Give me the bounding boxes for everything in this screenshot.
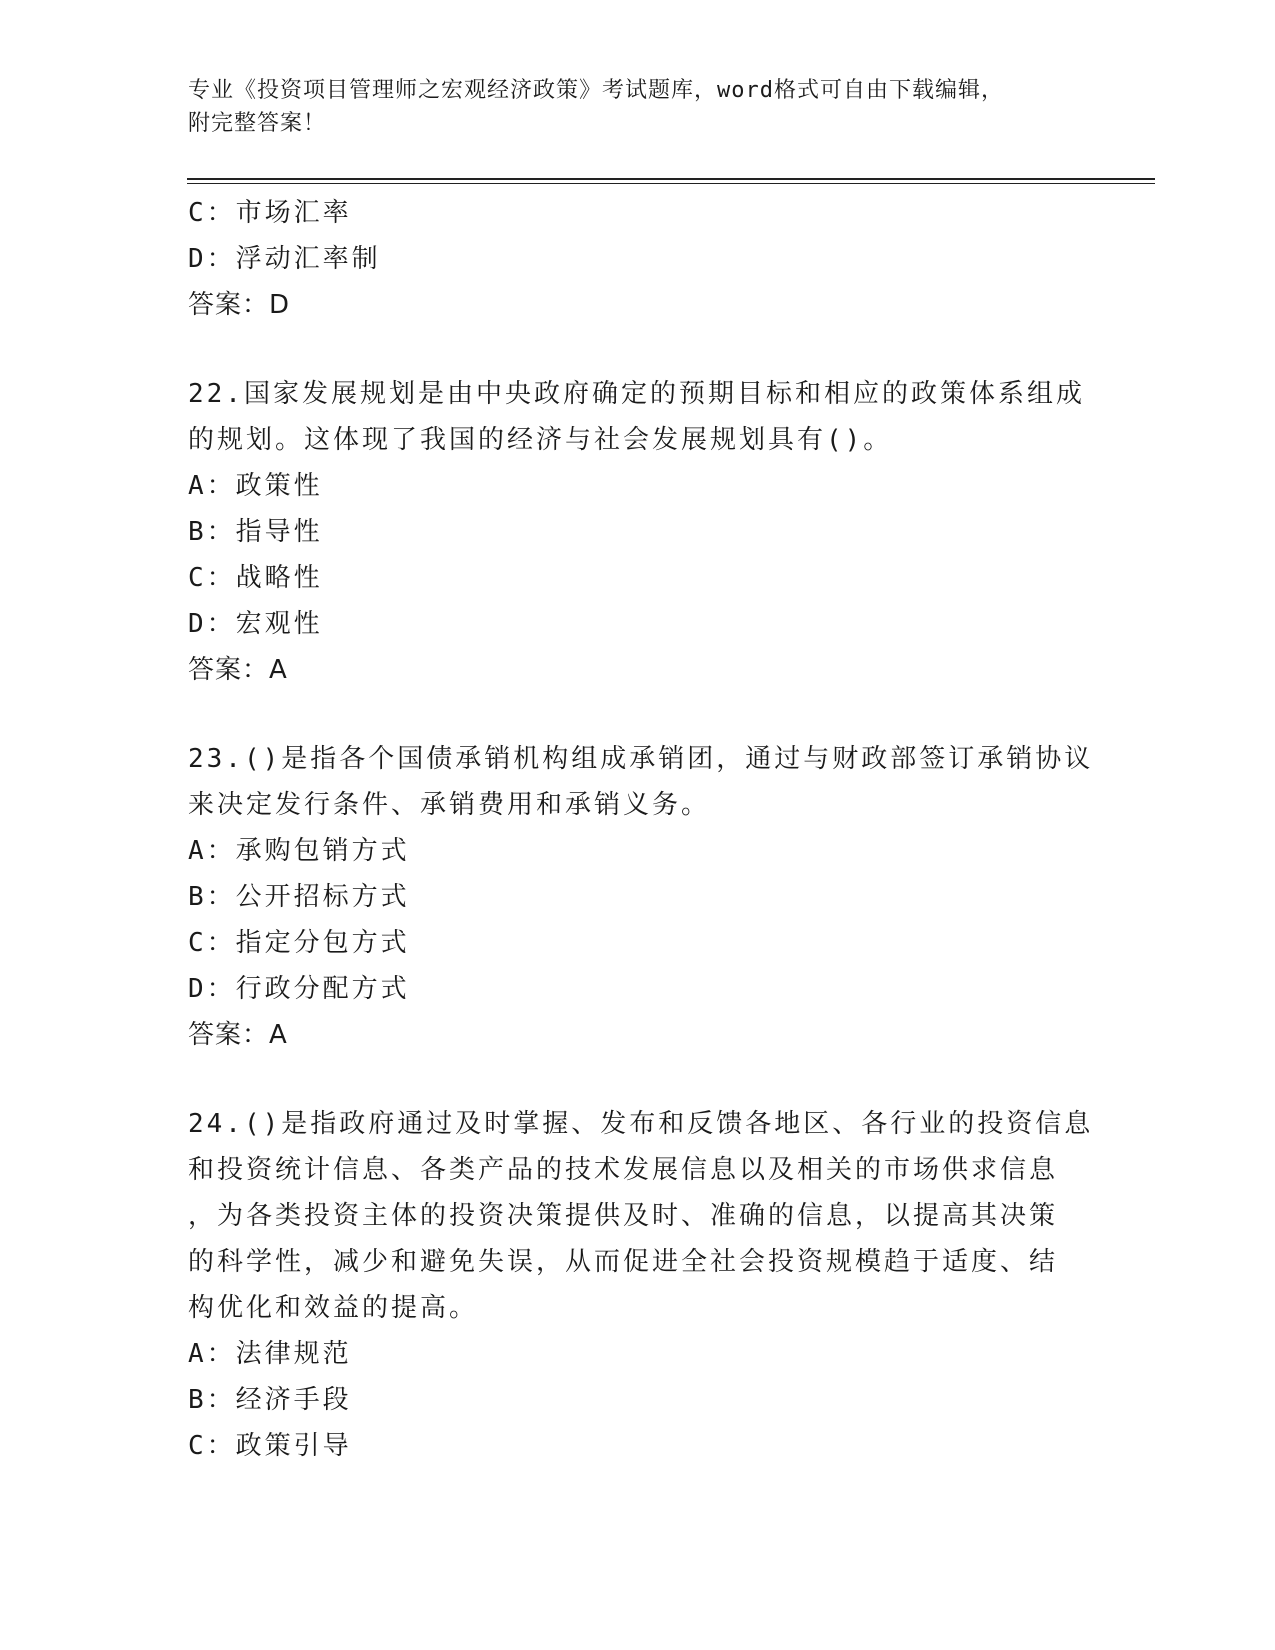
question-24 [188,1101,1094,1469]
question-content [188,190,1094,1469]
question-stem-line: ，为各类投资主体的投资决策提供及时、准确的信息，以提高其决策 [188,1201,1059,1231]
option-b: B：经济手段 [188,1385,352,1415]
option-d: D：浮动汇率制 [188,244,381,274]
option-c: C：战略性 [188,563,323,593]
header-line-2: 附完整答案！ [188,111,327,136]
spacer [188,1058,1088,1101]
answer-line: 答案：D [188,290,291,320]
document-header [188,74,1088,140]
previous-question-tail [188,190,1088,328]
question-stem-line: 和投资统计信息、各类产品的技术发展信息以及相关的市场供求信息 [188,1155,1059,1185]
option-c: C：市场汇率 [188,198,352,228]
option-a: A：承购包销方式 [188,836,410,866]
option-a: A：法律规范 [188,1339,352,1369]
question-22 [188,371,1088,693]
header-divider-thin [187,183,1155,184]
option-b: B：指导性 [188,517,323,547]
question-stem-line: 的科学性，减少和避免失误，从而促进全社会投资规模趋于适度、结 [188,1247,1059,1277]
option-d: D：行政分配方式 [188,974,410,1004]
option-a: A：政策性 [188,471,323,501]
spacer [188,693,1088,736]
answer-line: 答案：A [188,1020,288,1050]
question-stem-line: 的规划。这体现了我国的经济与社会发展规划具有()。 [188,425,893,455]
question-stem-line: 23.()是指各个国债承销机构组成承销团，通过与财政部签订承销协议 [188,744,1094,774]
option-b: B：公开招标方式 [188,882,410,912]
option-c: C：指定分包方式 [188,928,410,958]
option-c: C：政策引导 [188,1431,352,1461]
question-stem-line: 构优化和效益的提高。 [188,1293,479,1323]
header-divider-thick [187,178,1155,180]
question-stem-line: 来决定发行条件、承销费用和承销义务。 [188,790,711,820]
header-line-1: 专业《投资项目管理师之宏观经济政策》考试题库，word格式可自由下载编辑， [188,78,1004,103]
question-23 [188,736,1094,1058]
spacer [188,328,1088,371]
answer-line: 答案：A [188,655,288,685]
question-stem-line: 22.国家发展规划是由中央政府确定的预期目标和相应的政策体系组成 [188,379,1085,409]
option-d: D：宏观性 [188,609,323,639]
question-stem-line: 24.()是指政府通过及时掌握、发布和反馈各地区、各行业的投资信息 [188,1109,1094,1139]
